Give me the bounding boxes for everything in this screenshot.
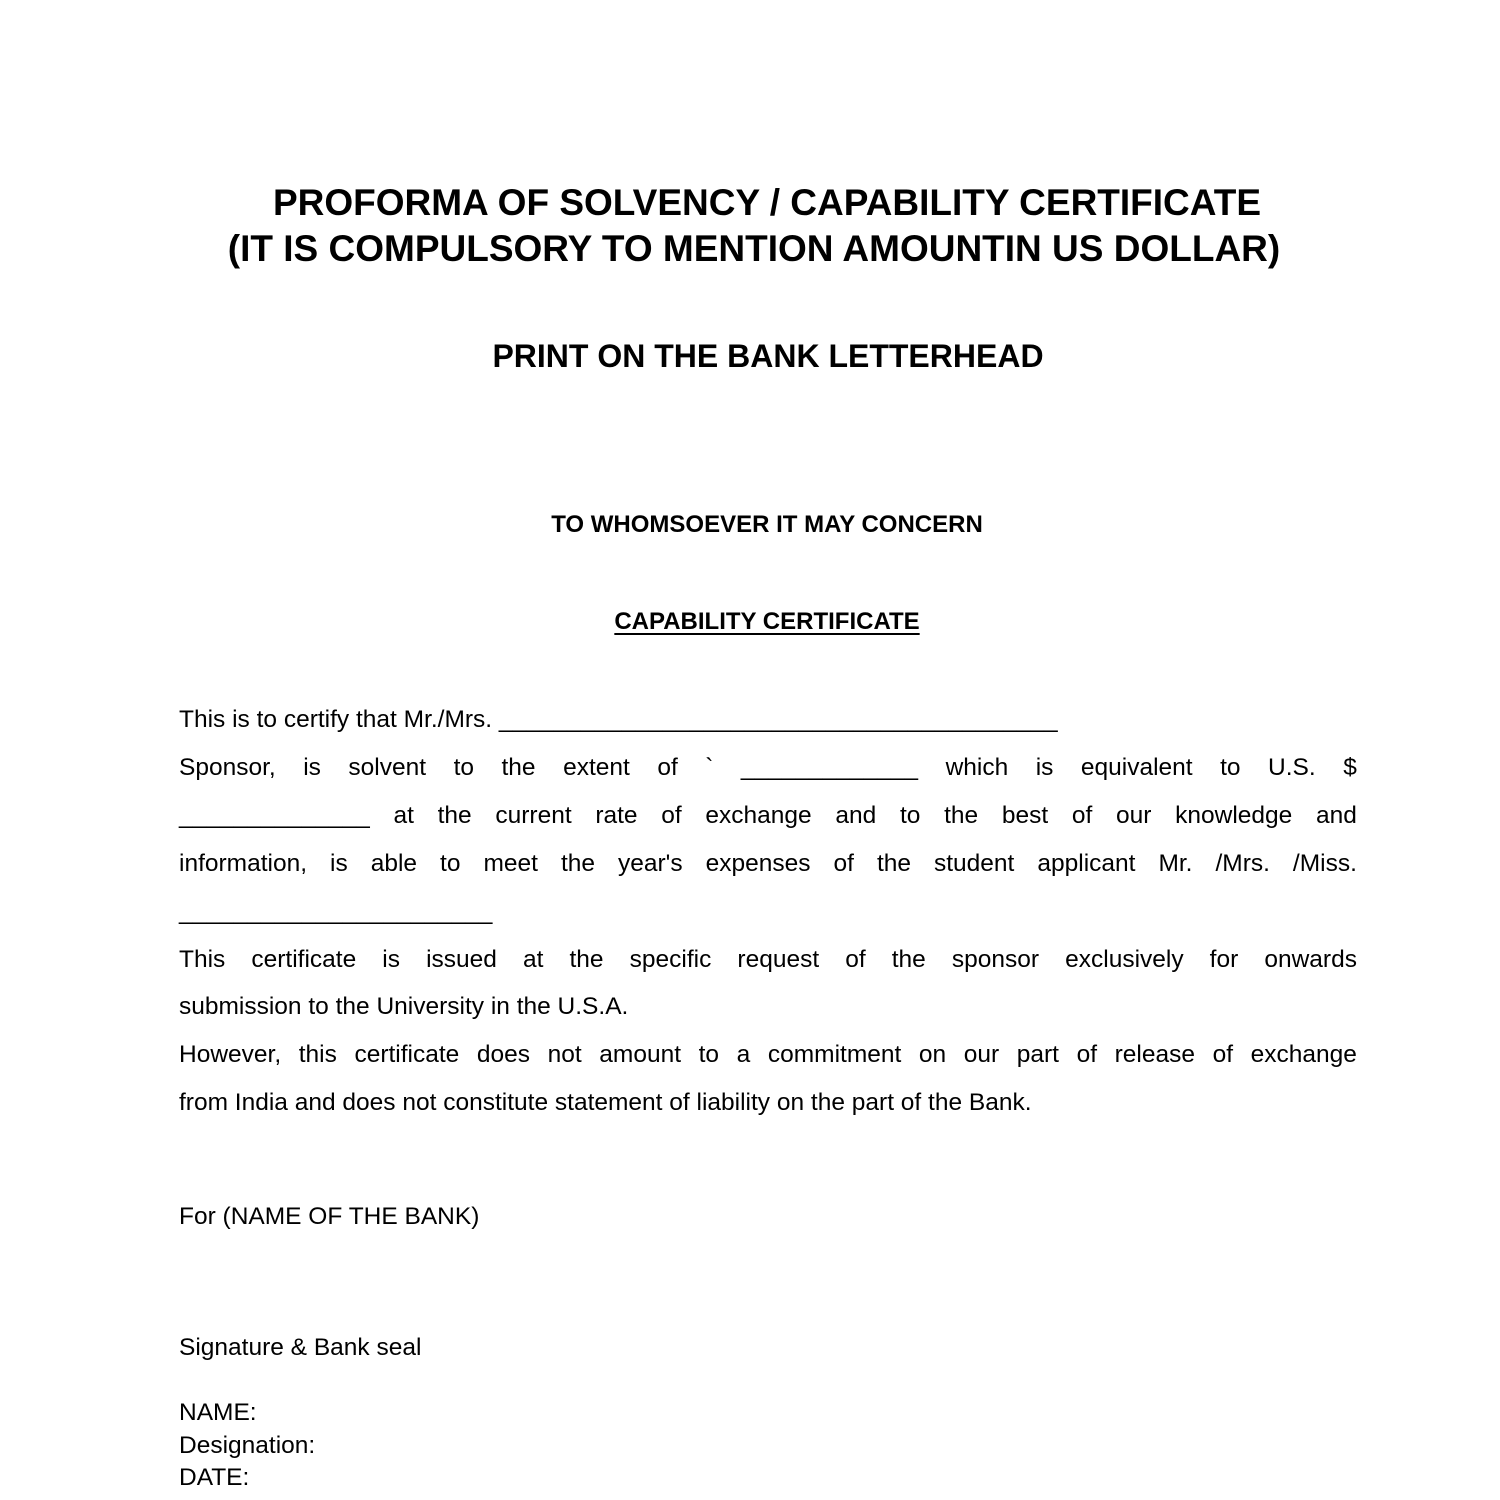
- word: of: [845, 946, 866, 973]
- word: the: [891, 946, 926, 973]
- word: part: [1016, 1041, 1059, 1068]
- word: the: [569, 946, 604, 973]
- word: of: [1071, 802, 1093, 829]
- word: ______________: [179, 802, 370, 829]
- word: extent: [563, 754, 630, 781]
- word: `: [705, 754, 714, 781]
- word: rate: [595, 802, 638, 829]
- word: a: [736, 1041, 751, 1068]
- word: onwards: [1264, 946, 1357, 973]
- letterhead-instruction: PRINT ON THE BANK LETTERHEAD: [492, 338, 1044, 374]
- word: does: [476, 1041, 531, 1068]
- word: the: [944, 802, 979, 829]
- word: to: [1220, 754, 1241, 781]
- word: of: [1076, 1041, 1098, 1068]
- word: $: [1343, 754, 1357, 781]
- word: not: [547, 1041, 582, 1068]
- word: Sponsor,: [179, 754, 276, 781]
- word: _____________: [740, 754, 919, 781]
- heading-line-2: (IT IS COMPULSORY TO MENTION AMOUNTIN US DOLLAR): [227, 228, 1281, 269]
- designation-label: Designation:: [179, 1432, 316, 1459]
- word: This: [179, 946, 226, 973]
- word: issued: [426, 946, 497, 973]
- body-line-5-blank: _______________________: [179, 898, 493, 925]
- word: to: [698, 1041, 720, 1068]
- word: of: [661, 802, 682, 829]
- word: is: [1035, 754, 1054, 781]
- word: and: [835, 802, 877, 829]
- word: to: [453, 754, 474, 781]
- word: is: [330, 850, 348, 877]
- body-line-9: from India and does not constitute statement of liability on the part of the Bank.: [179, 1089, 1032, 1116]
- word: the: [501, 754, 536, 781]
- word: current: [495, 802, 572, 829]
- word: which: [945, 754, 1009, 781]
- word: exclusively: [1065, 946, 1184, 973]
- word: to: [440, 850, 461, 877]
- word: on: [918, 1041, 947, 1068]
- word: of: [833, 850, 854, 877]
- word: /Miss.: [1292, 850, 1357, 877]
- word: able: [370, 850, 418, 877]
- certificate-title: CAPABILITY CERTIFICATE: [614, 608, 920, 635]
- word: is: [382, 946, 400, 973]
- body-line-6: [179, 945, 1357, 975]
- word: knowledge: [1175, 802, 1293, 829]
- body-line-1: This is to certify that Mr./Mrs. _________________________________________: [179, 706, 1058, 733]
- for-bank-line: For (NAME OF THE BANK): [179, 1203, 480, 1230]
- name-label: NAME:: [179, 1399, 257, 1426]
- word: applicant: [1037, 850, 1136, 877]
- word: of: [1212, 1041, 1233, 1068]
- word: Mr.: [1158, 850, 1193, 877]
- word: the: [560, 850, 596, 877]
- word: equivalent: [1080, 754, 1193, 781]
- word: our: [963, 1041, 1000, 1068]
- signature-label: Signature & Bank seal: [179, 1334, 422, 1361]
- body-line-4: [179, 849, 1357, 879]
- word: our: [1116, 802, 1152, 829]
- word: at: [393, 802, 414, 829]
- word: certificate: [354, 1041, 460, 1068]
- word: sponsor: [951, 946, 1040, 973]
- word: commitment: [767, 1041, 902, 1068]
- body-line-2: [179, 753, 1357, 783]
- word: release: [1114, 1041, 1195, 1068]
- word: to: [899, 802, 921, 829]
- word: expenses: [705, 850, 811, 877]
- word: U.S.: [1268, 754, 1316, 781]
- word: exchange: [1250, 1041, 1357, 1068]
- body-line-3: [179, 801, 1357, 831]
- word: the: [437, 802, 472, 829]
- word: certificate: [251, 946, 357, 973]
- word: year's: [618, 850, 683, 877]
- word: best: [1001, 802, 1049, 829]
- word: of: [657, 754, 678, 781]
- heading-line-1: PROFORMA OF SOLVENCY / CAPABILITY CERTIFICATE: [272, 182, 1262, 223]
- word: student: [934, 850, 1015, 877]
- date-label: DATE:: [179, 1464, 250, 1491]
- word: at: [522, 946, 544, 973]
- word: is: [303, 754, 321, 781]
- word: meet: [483, 850, 538, 877]
- word: exchange: [705, 802, 812, 829]
- salutation: TO WHOMSOEVER IT MAY CONCERN: [551, 511, 983, 538]
- body-line-8: [179, 1040, 1357, 1070]
- word: /Mrs.: [1215, 850, 1270, 877]
- body-line-7: submission to the University in the U.S.A.: [179, 993, 629, 1020]
- word: information,: [179, 850, 308, 877]
- word: this: [298, 1041, 337, 1068]
- word: amount: [599, 1041, 682, 1068]
- word: specific: [629, 946, 712, 973]
- word: the: [876, 850, 911, 877]
- word: and: [1316, 802, 1357, 829]
- word: However,: [179, 1041, 282, 1068]
- word: for: [1209, 946, 1239, 973]
- word: request: [737, 946, 820, 973]
- word: solvent: [348, 754, 427, 781]
